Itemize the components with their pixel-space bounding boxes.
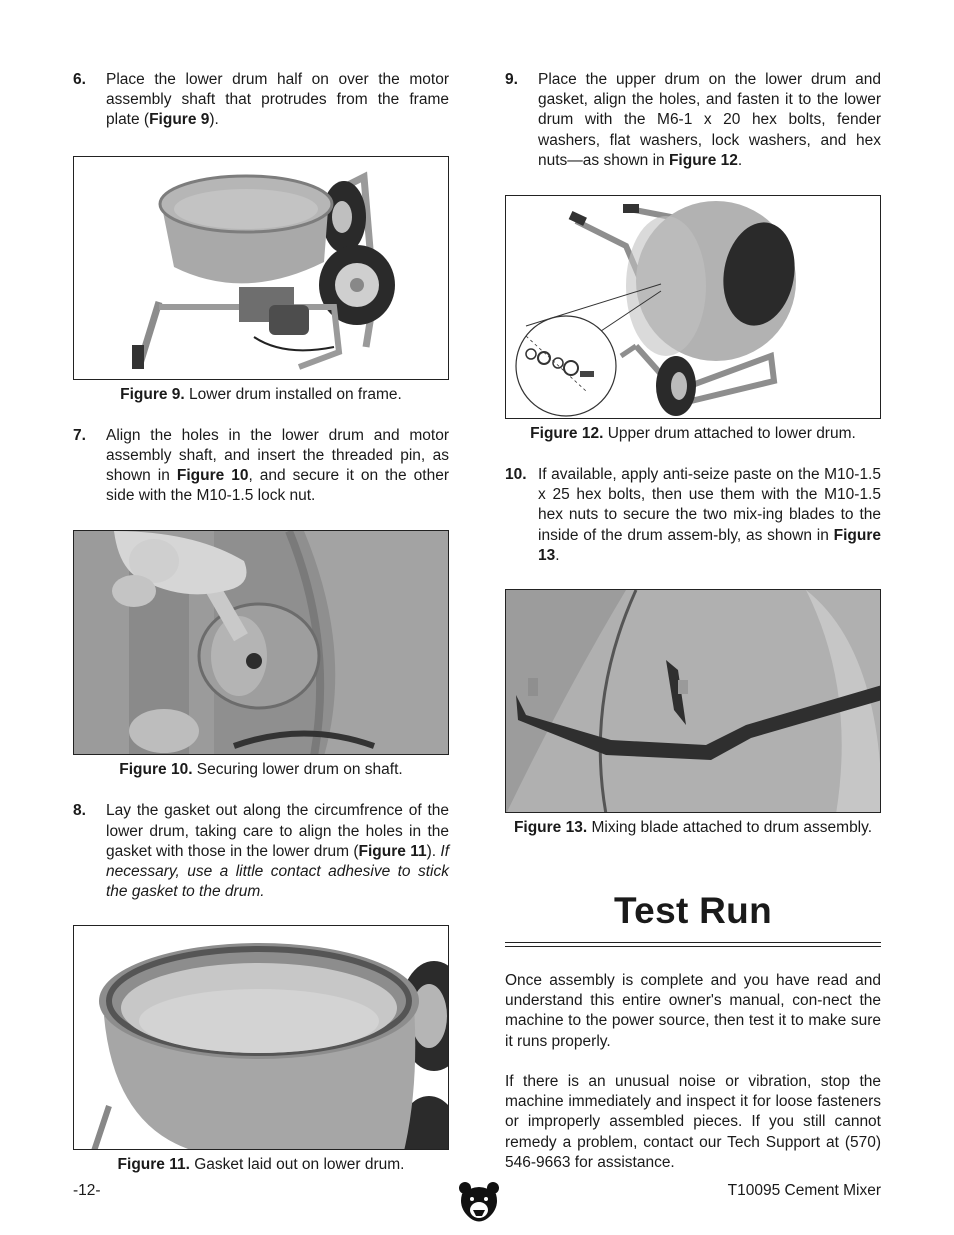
section-title: Test Run [614, 890, 772, 931]
caption-label: Figure 11. [117, 1156, 190, 1174]
step-text-part: . [555, 546, 560, 564]
caption-label: Figure 10. [119, 761, 193, 779]
step-text [106, 70, 449, 131]
step-text-part: Lay the gasket out along the circumfrence of the lower drum, taking care to align the holes in the gasket with those in the lower drum ( [106, 802, 449, 860]
caption-label: Figure 12. [530, 425, 604, 443]
step-text-part: ). [209, 111, 219, 129]
step-text-part: ). [426, 842, 441, 860]
drum-shaft-closeup-photo [74, 531, 449, 755]
step-7 [73, 426, 449, 507]
figure-12-caption [505, 424, 881, 444]
step-text-part: Place the lower drum half on over the motor assembly shaft that protrudes from the frame plate ( [106, 71, 449, 129]
figure-13-image [505, 589, 881, 813]
left-column [73, 70, 449, 1175]
step-10 [505, 465, 881, 566]
page-number: -12- [73, 1182, 101, 1199]
step-number: 9. [505, 71, 518, 88]
caption-text: Lower drum installed on frame. [184, 385, 402, 403]
figure-12-image [505, 195, 881, 419]
figure-reference: Figure 11 [358, 842, 427, 860]
bear-head-icon [458, 1180, 500, 1224]
step-9 [505, 70, 881, 171]
step-6 [73, 70, 449, 131]
model-name: T10095 Cement Mixer [727, 1182, 881, 1199]
step-text [538, 70, 881, 171]
step-text-part: Align the holes in the lower drum and motor assembly shaft, and insert the threaded pin, as shown in [106, 426, 449, 485]
figure-9-image [73, 156, 449, 380]
gasket-on-drum-photo [74, 926, 449, 1150]
caption-text: Gasket laid out on lower drum. [189, 1156, 405, 1174]
figure-9-caption [73, 385, 449, 405]
step-number: 6. [73, 71, 86, 88]
upper-drum-attached-photo [506, 196, 881, 419]
caption-label: Figure 13. [513, 819, 588, 837]
figure-11-image [73, 925, 449, 1150]
test-run-warning-paragraph: If there is an unusual noise or vibration, stop the machine immediately and inspect it for loose fasteners or improperly assembled pieces. If you still cannot remedy a problem, contact our Tech Support at (570) 546-9663 for assistance. [505, 1073, 881, 1171]
figure-reference: Figure 13 [538, 526, 881, 564]
step-text-part: If available, apply anti-seize paste on the M10-1.5 x 25 hex bolts, then use them with the M10-1.5 hex nuts to secure the two mix-ing blades to the inside of the drum assem-bly, as shown in [538, 466, 881, 544]
caption-text: Upper drum attached to lower drum. [603, 425, 856, 443]
step-text [106, 801, 449, 902]
step-text [538, 465, 881, 566]
figure-10-image [73, 530, 449, 755]
step-number: 8. [73, 802, 86, 820]
step-text [106, 426, 449, 507]
figure-13-caption [505, 818, 881, 838]
caption-text: Securing lower drum on shaft. [192, 761, 403, 779]
right-column [505, 70, 881, 838]
step-number: 10. [505, 466, 527, 484]
figure-reference: Figure 9 [149, 111, 210, 129]
caption-text: Mixing blade attached to drum assembly. [587, 819, 873, 837]
caption-label: Figure 9. [120, 385, 185, 403]
test-run-intro-paragraph: Once assembly is complete and you have read and understand this entire owner's manual, con-nect the machine to the power source, then test it to make sure it runs properly. [505, 972, 881, 1050]
figure-reference: Figure 12 [668, 151, 738, 169]
step-text-part: , and secure it on the other side with the M10-1.5 lock nut. [106, 467, 449, 505]
section-divider [505, 942, 881, 947]
figure-11-caption [73, 1155, 449, 1175]
figure-reference: Figure 10 [176, 467, 249, 485]
lower-drum-on-frame-photo [74, 157, 449, 380]
step-text-part: Place the upper drum on the lower drum and gasket, align the holes, and fasten it to the lower drum with the M6-1 x 20 hex bolts, fender washers, flat washers, lock washers, and hex nuts—as shown in [538, 71, 881, 169]
figure-10-caption [73, 760, 449, 780]
step-text-part: . [737, 151, 743, 169]
step-number: 7. [73, 426, 86, 444]
step-8 [73, 801, 449, 902]
mixing-blade-photo [506, 590, 881, 813]
step-note: If necessary, use a little contact adhesive to stick the gasket to the drum. [106, 842, 450, 901]
